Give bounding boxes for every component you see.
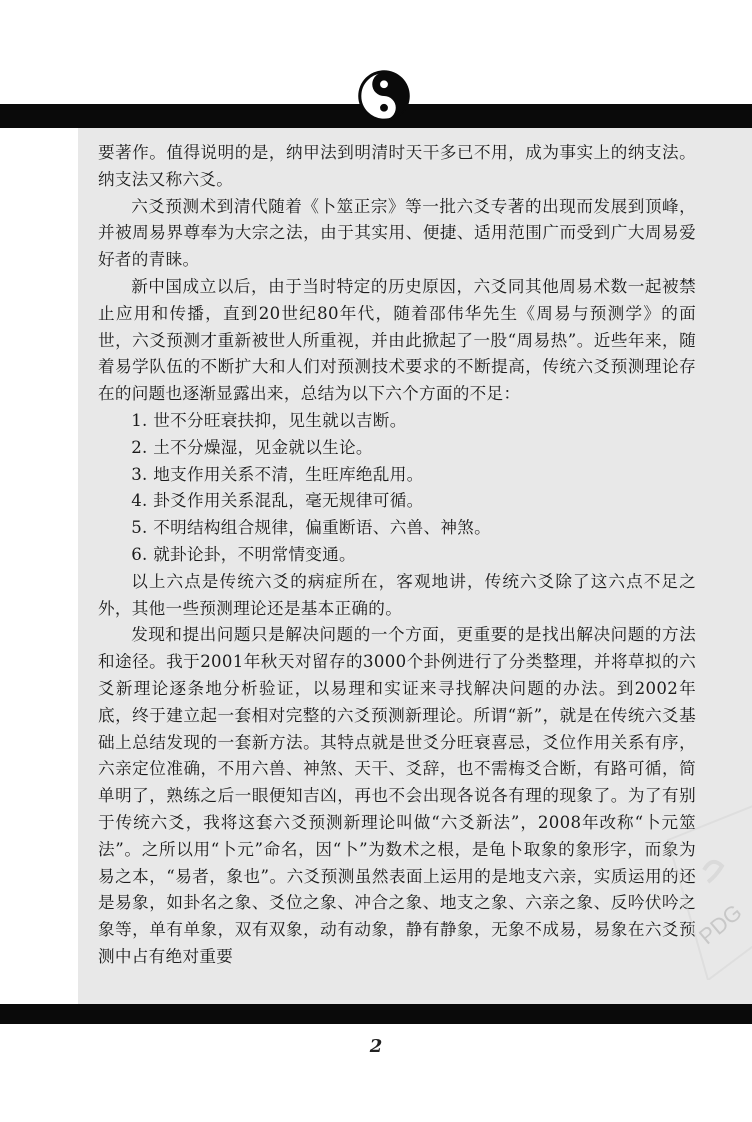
paragraph: 发现和提出问题只是解决问题的一个方面，更重要的是找出解决问题的方法和途径。我于2001年秋天对留存的3000个卦例进行了分类整理，并将草拟的六爻新理论逐条地分析验证，以易理和实证来寻找解决问题的办法。到2002年底，终于建立起一套相对完整的六爻预测新理论。所谓“新”，就是在传统六爻基础上总结发现的一套新方法。其特点就是世爻分旺衰喜忌，爻位作用关系有序，六亲定位准确，不用六兽、神煞、天干、爻辞，也不需梅爻合断，有路可循，简单明了，熟练之后一眼便知吉凶，再也不会出现各说各有理的现象了。为了有别于传统六爻，我将这套六爻预测新理论叫做“六爻新法”，2008年改称“卜元筮法”。之所以用“卜元”命名，因“卜”为数术之根，是龟卜取象的象形字，而象为易之本，“易者，象也”。六爻预测虽然表面上运用的是地支六亲，实质运用的还是易象，如卦名之象、爻位之象、冲合之象、地支之象、六亲之象、反吟伏吟之象等，单有单象，双有双象，动有动象，静有静象，无象不成易，易象在六爻预测中占有绝对重要	[98, 625, 696, 966]
paragraph: 六爻预测术到清代随着《卜筮正宗》等一批六爻专著的出现而发展到顶峰，并被周易界尊奉为大宗之法，由于其实用、便捷、适用范围广而受到广大周易爱好者的青睐。	[98, 196, 696, 270]
paragraph: 新中国成立以后，由于当时特定的历史原因，六爻同其他周易术数一起被禁止应用和传播，直到20世纪80年代，随着邵伟华先生《周易与预测学》的面世，六爻预测才重新被世人所重视，并由此掀起了一股“周易热”。近些年来，随着易学队伍的不断扩大和人们对预测技术要求的不断提高，传统六爻预测理论存在的问题也逐渐显露出来，总结为以下六个方面的不足：	[98, 276, 696, 404]
page-number: 2	[369, 1036, 383, 1057]
list-item: 3. 地支作用关系不清，生旺库绝乱用。	[131, 464, 424, 484]
list-item: 2. 土不分燥湿，见金就以生论。	[131, 437, 373, 457]
paragraph: 以上六点是传统六爻的病症所在，客观地讲，传统六爻除了这六点不足之外，其他一些预测理论还是基本正确的。	[98, 571, 696, 618]
list-item: 1. 世不分旺衰扶抑，见生就以吉断。	[131, 410, 407, 430]
list-item: 6. 就卦论卦，不明常情变通。	[131, 544, 356, 564]
yin-yang-icon	[356, 68, 412, 124]
list-item: 5. 不明结构组合规律，偏重断语、六兽、神煞。	[131, 518, 492, 538]
watermark-logo	[648, 800, 752, 980]
footer-bar	[0, 1004, 752, 1024]
paragraph: 要著作。值得说明的是，纳甲法到明清时天干多已不用，成为事实上的纳支法。纳支法又称六爻。	[98, 143, 696, 189]
body-text	[98, 140, 696, 971]
list-item: 4. 卦爻作用关系混乱，毫无规律可循。	[131, 491, 424, 511]
watermark-text: PDG	[694, 899, 747, 950]
